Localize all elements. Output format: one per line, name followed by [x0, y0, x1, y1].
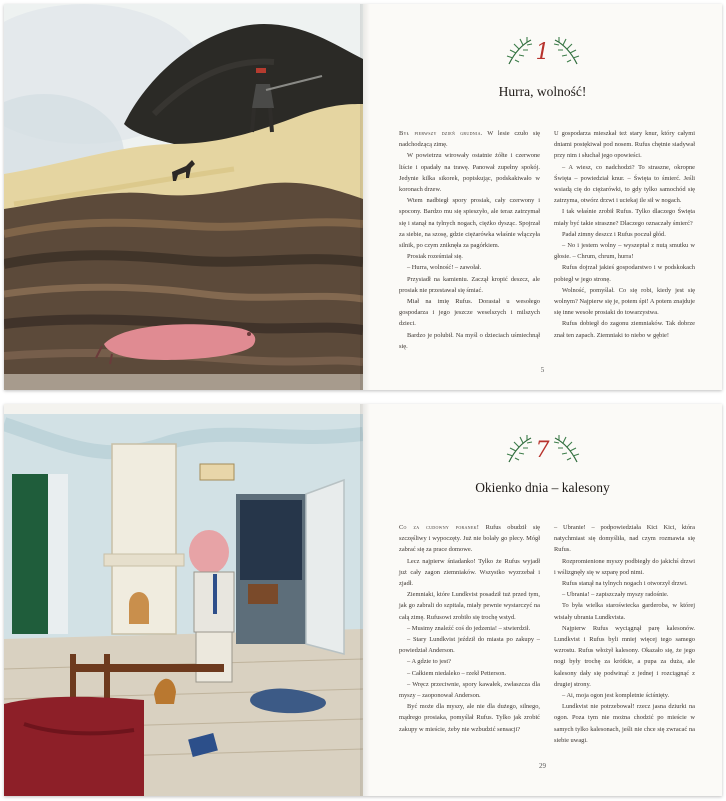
paragraph: Być może dla myszy, ale nie dla dużego, silnego, mądrego prosiaka, pomyślał Rufus. Tylko jak zrobić zakupy w mieście, żeby nie wzbudzić sensacji?: [399, 703, 540, 733]
chapter-number: 1: [535, 40, 550, 65]
paragraph: – Ai, moja ogon jest kompletnie ściśnięty.: [562, 692, 670, 700]
paragraph: – Stary Lundkvist jeździł do miasta po zakupy – powiedział Anderson.: [399, 636, 540, 655]
paragraph: Miał na imię Rufus. Dorastał u wesołego gospodarza i jego jeszcze weselszych i milszych dzieci.: [399, 298, 540, 328]
paragraph: Był pierwszy dzień grudnia. W lesie czuło się nadchodzącą zimę.: [399, 130, 540, 149]
bedroom-pig-wardrobe-illustration: [4, 404, 363, 796]
paragraph: W powietrzu wirowały ostatnie żółte i czerwone liście i opadały na trawę. Panował zupełny spokój. Jedynie kilka sikorek, popiskując, podskakiwało w koronach drzew.: [399, 152, 540, 194]
illustration-hillside: [4, 4, 363, 390]
text-column-right: [554, 522, 695, 746]
paragraph: – Całkiem niedaleko – rzekł Petterson.: [407, 669, 507, 677]
watercolor-hillside-pig-hunter-illustration: [4, 4, 363, 390]
paragraph: Co za cudowny poranek! Rufus obudził się szczęśliwy i wypoczęty. Już nie bolały go plecy. Mógł zabrać się za prace domowe.: [399, 524, 540, 554]
paragraph: Przysiadł na kamieniu. Zaczął kropić deszcz, ale prosiak nie przestawał się śmiać.: [399, 275, 540, 294]
paragraph: Najpierw Rufus wyciągnął parę kalesonów. Lundkvist i Rufus byli mniej więcej tego samego wzrostu. Rufus włożył kalesony. Okazało się, że jego nogi były trochę za krótkie, a pupa za duża, ale kalesony dały się podwinąć z jednej i rozciągnąć z drugiej strony.: [554, 624, 695, 688]
paragraph: Rufus dobiegł do zagonu ziemniaków. Tak dobrze znał ten zapach. Ziemniaki to niebo w gębie!: [554, 320, 695, 339]
page-number: 5: [540, 366, 545, 374]
text-page-chapter-1: [363, 4, 722, 390]
paragraph: Lundkvist nie potrzebował! rzecz jasna dziurki na ogon. Poza tym nie można chodzić po mieście w samych tylko kalesonach, jeśli nie chce się zwracać na siebie uwagi.: [554, 703, 695, 744]
paragraph: – No i jestem wolny – wyszeptał z nutą smutku w głosie. – Chrum, chrum, hurra!: [554, 242, 695, 261]
paragraph: Lecz najpierw śniadanko! Tylko że Rufus wyjadł już cały zagon ziemniaków. Wszystko wyzrzebał i zjadł.: [399, 557, 540, 588]
paragraph: Rufus stanął na tylnych nogach i otworzył drzwi.: [562, 580, 688, 588]
paragraph: Rufus dojrzał jakieś gospodarstwo i w podskokach pobiegł w jego stronę.: [554, 264, 695, 283]
illustration-bedroom: [4, 404, 363, 796]
paragraph: I tak właśnie zrobił Rufus. Tylko dlaczego Święta miały być takie straszne? Dlaczego oznaczały śmierć?: [554, 208, 695, 227]
paragraph: – Musimy znaleźć coś do jedzenia! – stwierdził.: [407, 624, 531, 632]
book-spread-chapter-7: [4, 404, 722, 796]
paragraph: – Wręcz przeciwnie, spory kawałek, zwłaszcza dla myszy – zaoponował Anderson.: [399, 680, 540, 700]
paragraph: U gospodarza mieszkał też stary knur, który całymi dniami postękiwał pod nosem. Rufus chętnie siadywał przy nim i słuchał jego opowieści.: [554, 130, 695, 160]
paragraph: Ziemniaki, które Lundkvist posadził tuż przed tym, jak go zabrali do szpitala, miały pewnie wystarczyć na całą zimę. Rufusowi zrobiło się trochę wstyd.: [399, 591, 540, 621]
page-number: 29: [539, 762, 546, 770]
paragraph: – A gdzie to jest?: [407, 658, 452, 666]
text-page-chapter-7: [363, 404, 722, 796]
paragraph: Bardzo je polubił. Na myśl o dzieciach uśmiechnął się.: [399, 331, 540, 350]
chapter-title: Hurra, wolność!: [498, 84, 587, 99]
text-columns: [399, 128, 695, 352]
chapter-title: Okienko dnia – kalesony: [475, 480, 610, 495]
paragraph: Padał zimny deszcz i Rufus poczuł głód.: [562, 230, 666, 238]
paragraph: Rozpromienione myszy podbiegły do jakichś drzwi i wślizgnęły się w szparę pod nimi.: [554, 557, 695, 576]
paragraph: Wtem nadbiegł spory prosiak, cały czerwony i spocony. Bardzo mu się spieszyło, ale teraz zatrzymał się i stanął na tylnych nogach, ciężko dysząc. Spojrzał za siebie, na szosę, gdzie ciężarówka właśnie włączyła silnik, po czym zniknęła za pagórkiem.: [399, 197, 540, 250]
paragraph: Prosiak roześmiał się.: [407, 253, 463, 261]
paragraph: Wolność, pomyślał. Co się robi, kiedy jest się wolnym? Najpierw się je, potem śpi! A potem znajduje się inne wesołe prosiaki do towarzystwa.: [554, 286, 695, 317]
paragraph: – Hurra, wolność! – zawołał.: [407, 264, 482, 272]
chapter-number: 7: [535, 438, 550, 463]
text-column-left: [399, 522, 540, 746]
paragraph: To była wielka staroświecka garderoba, w której wisiały ubrania Lundkvista.: [554, 602, 695, 621]
text-column-right: [554, 128, 695, 352]
paragraph: – Ubranie! – podpowiedziała Kici Kici, która natychmiast się domyśliła, nad czym rozmawia się Rufus.: [554, 524, 695, 554]
text-columns: [399, 522, 695, 746]
text-column-left: [399, 128, 540, 352]
paragraph: – Ubrania! – zapiszczały myszy radośnie.: [562, 591, 669, 599]
paragraph: – A wiesz, co nadchodzi? To straszne, okropne Święta – powiedział knur. – Święta to śmierć. Jeśli wsiadą cię do ciężarówki, to gdy tylko samochód się zatrzyma, otwórz drzwi i uciekaj ile sił w nogach.: [554, 163, 695, 205]
book-spread-chapter-1: [4, 4, 722, 390]
